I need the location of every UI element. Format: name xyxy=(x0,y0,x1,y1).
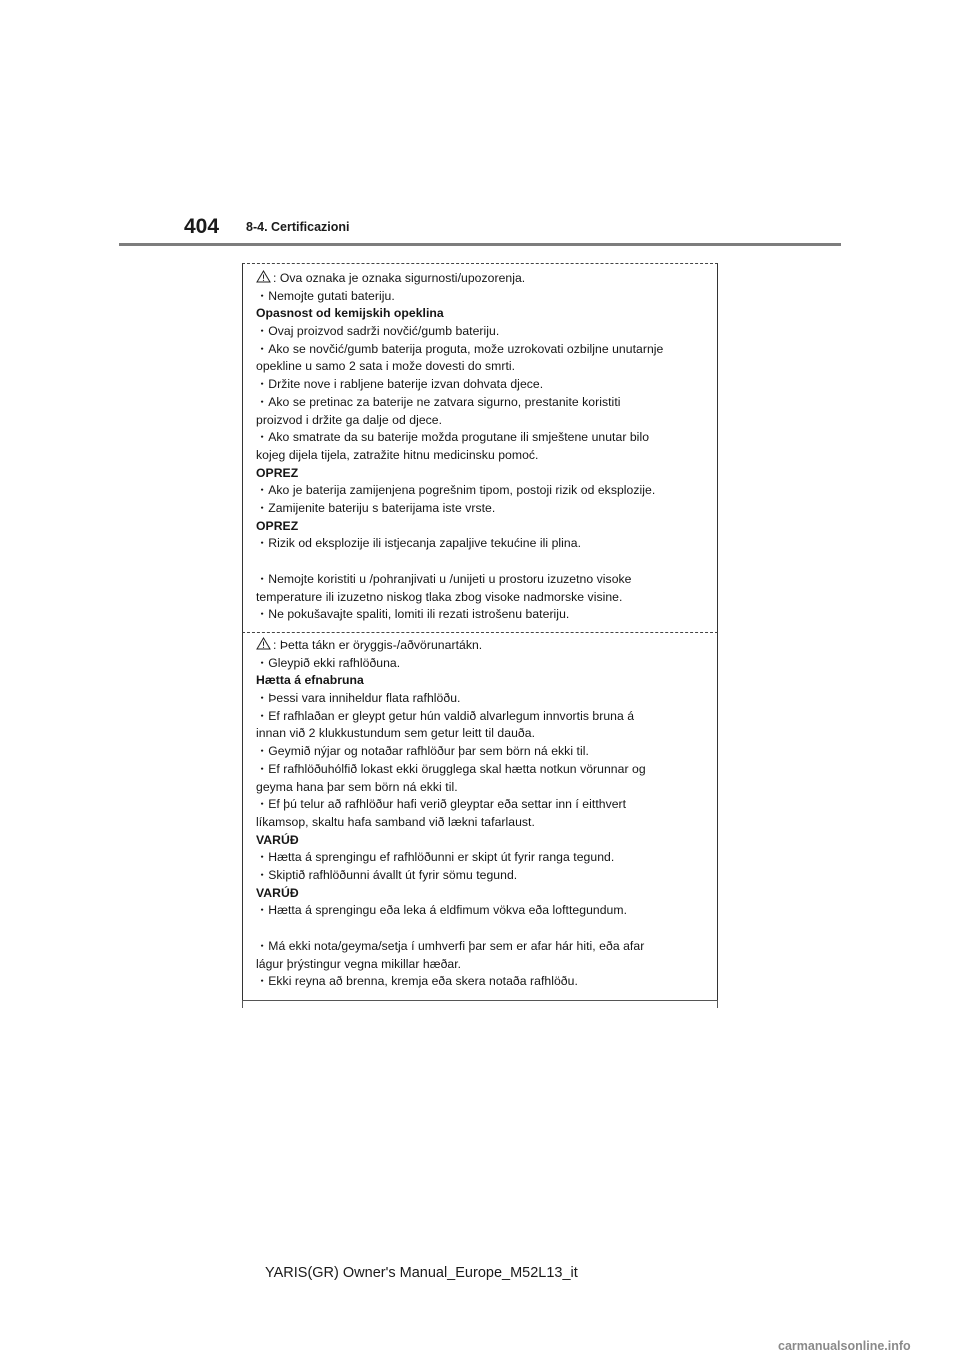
icelandic-text-line: ・Geymið nýjar og notaðar rafhlöður þar sem börn ná ekki til. xyxy=(256,744,589,759)
croatian-text-block xyxy=(256,270,714,624)
croatian-text-line: ・Nemojte koristiti u /pohranjivati u /unijeti u prostoru izuzetno visoke xyxy=(256,572,632,586)
croatian-text-line: ・Ako je baterija zamijenjena pogrešnim tipom, postoji rizik od eksplozije. xyxy=(256,483,656,498)
icelandic-text-line: ・Ef rafhlaðan er gleypt getur hún valdið alvarlegum innvortis bruna á xyxy=(256,708,635,723)
croatian-text-line: Opasnost od kemijskih opeklina xyxy=(256,306,444,321)
icelandic-text-line xyxy=(256,920,714,938)
croatian-text-line: kojeg dijela tijela, zatražite hitnu medicinsku pomoć. xyxy=(256,447,539,462)
icelandic-text-line: innan við 2 klukkustundum sem getur leitt til dauða. xyxy=(256,726,536,741)
icelandic-text-line: ・Hætta á sprengingu ef rafhlöðunni er skipt út fyrir ranga tegund. xyxy=(256,850,615,865)
manual-footer-id: YARIS(GR) Owner's Manual_Europe_M52L13_it xyxy=(265,1265,578,1281)
icelandic-text-line: ・Ekki reyna að brenna, kremja eða skera notaða rafhlöðu. xyxy=(256,974,578,989)
croatian-text-line: temperature ili izuzetno niskog tlaka zbog visoke nadmorske visine. xyxy=(256,589,623,604)
croatian-text-line: ・Držite nove i rabljene baterije izvan dohvata djece. xyxy=(256,377,544,392)
croatian-text-line: ・Ovaj proizvod sadrži novčić/gumb bateriju. xyxy=(256,324,500,339)
corner-tick-right xyxy=(717,1000,718,1008)
icelandic-text-line: VARÚÐ xyxy=(256,832,299,847)
site-watermark: carmanualsonline.info xyxy=(778,1339,911,1353)
icelandic-symbol-note xyxy=(256,637,714,655)
icelandic-text-line: ・Gleypið ekki rafhlöðuna. xyxy=(256,655,401,670)
croatian-text-line: opekline u samo 2 sata i može dovesti do smrti. xyxy=(256,359,516,374)
icelandic-text-line: ・Ef þú telur að rafhlöður hafi verið gleyptar eða settar inn í eitthvert xyxy=(256,797,627,812)
icelandic-symbol-note-text: : Þetta tákn er öryggis-/aðvörunartákn. xyxy=(273,638,483,652)
icelandic-text-line: geyma hana þar sem börn ná ekki til. xyxy=(256,779,458,794)
icelandic-text-line: lágur þrýstingur vegna mikillar hæðar. xyxy=(256,956,462,971)
croatian-text-line: ・Ne pokušavajte spaliti, lomiti ili rezati istrošenu bateriju. xyxy=(256,607,570,622)
warning-triangle-icon xyxy=(256,637,271,650)
icelandic-text-line: Hætta á efnabruna xyxy=(256,673,364,688)
header-rule xyxy=(119,243,841,246)
croatian-text-line: ・Ako se pretinac za baterije ne zatvara sigurno, prestanite koristiti xyxy=(256,394,621,409)
croatian-symbol-note-text: : Ova oznaka je oznaka sigurnosti/upozorenja. xyxy=(273,271,526,285)
icelandic-text-line: ・Skiptið rafhlöðunni ávallt út fyrir sömu tegund. xyxy=(256,867,518,882)
icelandic-text-line: ・Má ekki nota/geyma/setja í umhverfi þar sem er afar hár hiti, eða afar xyxy=(256,939,645,953)
section-title: 8-4. Certificazioni xyxy=(246,220,350,234)
corner-tick-left xyxy=(242,1000,243,1008)
croatian-text-line: OPREZ xyxy=(256,518,299,533)
warning-triangle-icon xyxy=(256,270,271,283)
croatian-text-line: proizvod i držite ga dalje od djece. xyxy=(256,412,443,427)
icelandic-text-line: VARÚÐ xyxy=(256,885,299,900)
icelandic-text-line: ・Hætta á sprengingu eða leka á eldfimum vökva eða lofttegundum. xyxy=(256,903,628,918)
croatian-symbol-note xyxy=(256,270,714,288)
icelandic-text-line: ・Þessi vara inniheldur flata rafhlöðu. xyxy=(256,691,461,706)
croatian-text-line: ・Ako se novčić/gumb baterija proguta, može uzrokovati ozbiljne unutarnje xyxy=(256,341,664,356)
croatian-text-line: ・Rizik od eksplozije ili istjecanja zapaljive tekućine ili plina. xyxy=(256,536,582,551)
croatian-text-line: ・Ako smatrate da su baterije možda progutane ili smještene unutar bilo xyxy=(256,430,650,445)
icelandic-text-line: ・Ef rafhlöðuhólfið lokast ekki örugglega skal hætta notkun vörunnar og xyxy=(256,761,646,776)
croatian-text-line: ・Zamijenite bateriju s baterijama iste vrste. xyxy=(256,500,496,515)
icelandic-text-line: líkamsop, skaltu hafa samband við lækni tafarlaust. xyxy=(256,814,535,829)
croatian-text-line xyxy=(256,553,714,571)
croatian-text-line: ・Nemojte gutati bateriju. xyxy=(256,288,395,303)
panel-bottom-rule xyxy=(242,1000,718,1001)
croatian-text-line: OPREZ xyxy=(256,465,299,480)
page-number: 404 xyxy=(184,215,220,238)
icelandic-text-block xyxy=(256,637,714,991)
